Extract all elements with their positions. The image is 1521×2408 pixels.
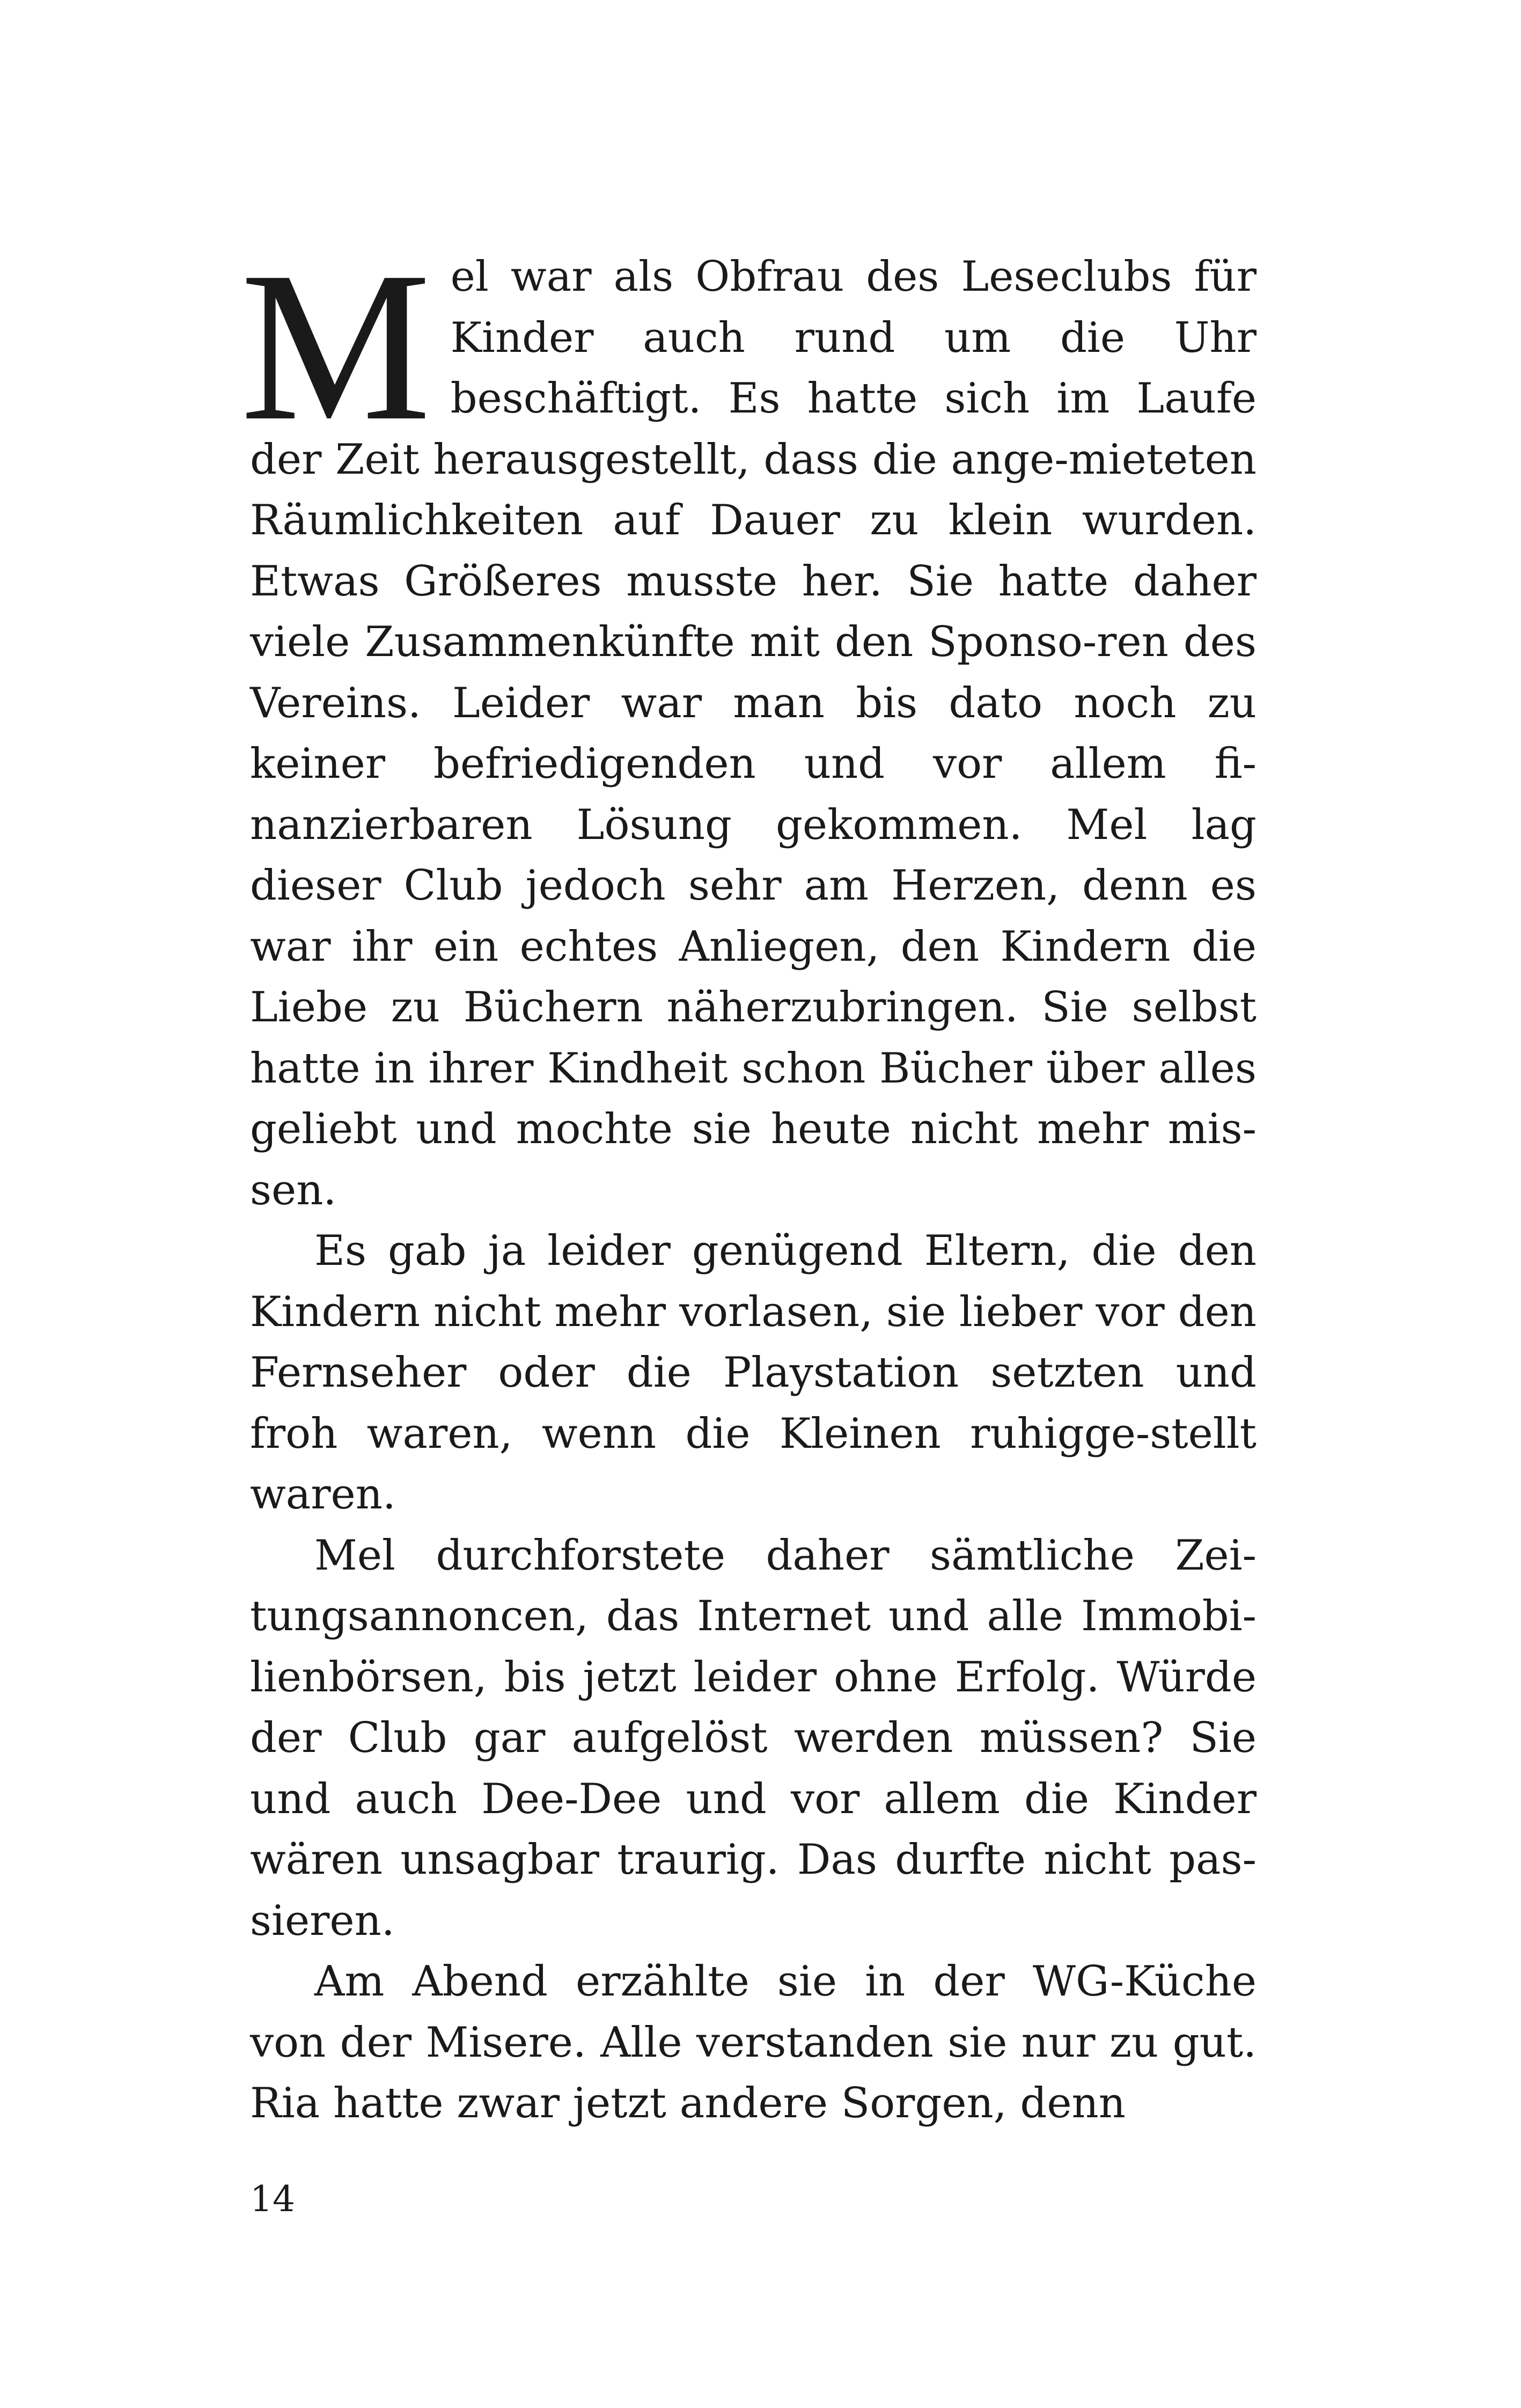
- paragraph-1-text: el war als Obfrau des Leseclubs für Kinder auch rund um die Uhr beschäftigt. Es hatte sich im Laufe der Zeit herausgestellt, dass die ange-mieteten Räumlichkeiten auf Dauer zu klein wurden. Etwas Größeres musste her. Sie hatte daher viele Zusammenkünfte mit den Sponso-ren des Vereins. Leider war man bis dato noch zu keiner befriedigenden und vor allem fi-nanzierbaren Lösung gekommen. Mel lag dieser Club jedoch sehr am Herzen, denn es war ihr ein echtes Anliegen, den Kindern die Liebe zu Büchern näherzubringen. Sie selbst hatte in ihrer Kindheit schon Bücher über alles geliebt und mochte sie heute nicht mehr mis-sen.: [250, 253, 1257, 1214]
- paragraph-3: Mel durchforstete daher sämtliche Zei-tungsannoncen, das Internet und alle Immobi-lienbörsen, bis jetzt leider ohne Erfolg. Würde der Club gar aufgelöst werden müssen? Sie und auch Dee-Dee und vor allem die Kinder wären unsagbar traurig. Das durfte nicht pas-sieren.: [250, 1531, 1257, 1945]
- page-number: 14: [250, 2178, 295, 2220]
- drop-cap: M: [240, 227, 431, 465]
- paragraph-1: [240, 227, 1257, 1221]
- paragraph-4: Am Abend erzählte sie in der WG-Küche von der Misere. Alle verstanden sie nur zu gut. Ria hatte zwar jetzt andere Sorgen, denn: [250, 1957, 1257, 2127]
- body-text: [240, 227, 1257, 2134]
- paragraph-2: Es gab ja leider genügend Eltern, die den Kindern nicht mehr vorlasen, sie lieber vor den Fernseher oder die Playstation setzten und froh waren, wenn die Kleinen ruhigge-stellt waren.: [250, 1227, 1257, 1519]
